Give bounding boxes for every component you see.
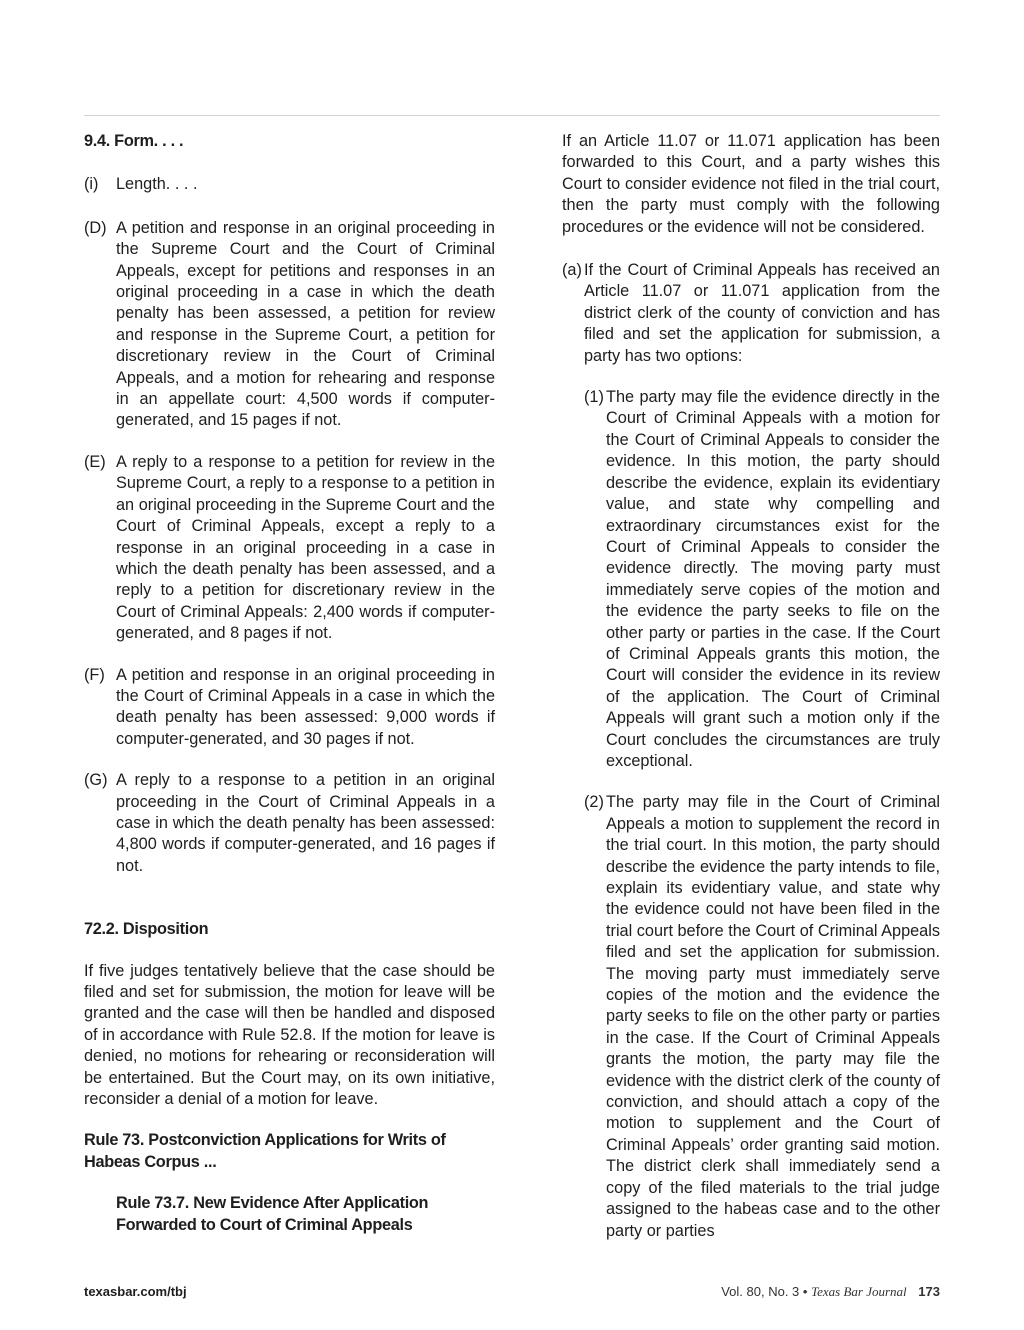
list-item-d <box>84 218 495 432</box>
item-label: (2) <box>584 793 604 812</box>
item-text: Length. . . . <box>116 175 198 194</box>
page-footer <box>84 1284 940 1304</box>
list-item-1 <box>584 387 940 772</box>
item-text: The party may file in the Court of Criminal Appeals a motion to supplement the record in the trial court. In this motion, the party should describe the evidence the party intends to file, explain its evidentiary value, and state why the evidence could not have been filed in the trial court before the Court of Criminal Appeals filed and set the application for submission. The moving party must immediately serve copies of the motion and the evidence the party seeks to file on the other party or parties in the case. If the Court of Criminal Appeals grants the motion, the party may file the evidence with the district clerk of the county of conviction, and should attach a copy of the motion to supplement and the Court of Criminal Appeals’ order granting said motion. The district clerk shall immediately send a copy of the filed materials to the trial judge assigned to the habeas case and to the other party or parties <box>606 793 940 1240</box>
paragraph-disposition: If five judges tentatively believe that the case should be filed and set for submission, the motion for leave will be granted and the case will then be handled and disposed of in accordance with Rule 52.8. If the motion for leave is denied, no motions for rehearing or reconsideration will be entertained. But the Court may, on its own initiative, reconsider a denial of a motion for leave. <box>84 961 495 1109</box>
right-column <box>562 131 940 1242</box>
list-item-e <box>84 452 495 645</box>
footer-bullet: • <box>802 1284 808 1299</box>
footer-volume: Vol. 80, No. 3 <box>721 1284 800 1299</box>
header-divider <box>84 115 940 116</box>
item-label: (D) <box>84 218 107 237</box>
item-label: (1) <box>584 388 604 407</box>
item-text: The party may file the evidence directly in the Court of Criminal Appeals with a motion for the Court of Criminal Appeals to consider the evidence. In this motion, the party should describe the evidence, explain its evidentiary value, and state why compelling and extraordinary circumstances exist for the Court of Criminal Appeals to consider the evidence directly. The moving party must immediately serve copies of the motion and the evidence the party seeks to file on the other party or parties in the case. If the Court of Criminal Appeals grants this motion, the Court will consider the evidence in its review of the application. The Court of Criminal Appeals will grant such a motion only if the Court concludes the circumstances are truly exceptional. <box>606 388 940 770</box>
item-label: (G) <box>84 771 108 790</box>
item-label: (F) <box>84 665 105 684</box>
list-item-g <box>84 770 495 877</box>
item-label: (E) <box>84 452 106 471</box>
list-item-a <box>562 260 940 367</box>
item-label: (i) <box>84 175 99 194</box>
footer-journal-name: Texas Bar Journal <box>811 1284 907 1299</box>
item-text: A petition and response in an original proceeding in the Supreme Court and the Court of Criminal Appeals, except for petitions and responses in an original proceeding in a case in which the death penalty has been assessed, a petition for review and response in the Supreme Court, a petition for discretionary review in the Court of Criminal Appeals, and a motion for rehearing and response in an appellate court: 4,500 words if computer-generated, and 15 pages if not. <box>116 218 495 430</box>
heading-9-4: 9.4. Form. . . . <box>84 132 184 150</box>
left-column <box>84 131 495 1236</box>
paragraph-intro: If an Article 11.07 or 11.071 application has been forwarded to this Court, and a party wishes this Court to consider evidence not filed in the trial court, then the party must comply with the following procedures or the evidence will not be considered. <box>562 132 940 236</box>
page-number: 173 <box>918 1284 940 1299</box>
item-text: A petition and response in an original proceeding in the Court of Criminal Appeals in a case in which the death penalty has been assessed: 9,000 words if computer-generated, and 30 pages if not. <box>116 665 495 748</box>
item-text: If the Court of Criminal Appeals has received an Article 11.07 or 11.071 application from the district clerk of the county of conviction and has filed and set the application for submission, a party has two options: <box>584 261 940 365</box>
item-text: A reply to a response to a petition for review in the Supreme Court, a reply to a response to a petition in an original proceeding in the Supreme Court and the Court of Criminal Appeals, except a reply to a response in an original proceeding in a case in which the death penalty has been assessed, and a reply to a petition for discretionary review in the Court of Criminal Appeals: 2,400 words if computer-generated, and 8 pages if not. <box>116 452 495 643</box>
footer-issue-info <box>721 1284 940 1300</box>
heading-rule-73: Rule 73. Postconviction Applications for Writs of Habeas Corpus ... <box>84 1131 446 1171</box>
footer-site-link[interactable]: texasbar.com/tbj <box>84 1284 187 1299</box>
item-label: (a) <box>562 261 582 280</box>
item-text: A reply to a response to a petition in an original proceeding in the Court of Criminal Appeals in a case in which the death penalty has been assessed: 4,800 words if computer-generated, and 16 pages if not. <box>116 771 495 875</box>
heading-72-2: 72.2. Disposition <box>84 920 209 939</box>
list-item-f <box>84 665 495 751</box>
list-item-i <box>84 174 495 195</box>
heading-rule-73-7: Rule 73.7. New Evidence After Application Forwarded to Court of Criminal Appeals <box>116 1194 429 1234</box>
list-item-2 <box>584 792 940 1242</box>
